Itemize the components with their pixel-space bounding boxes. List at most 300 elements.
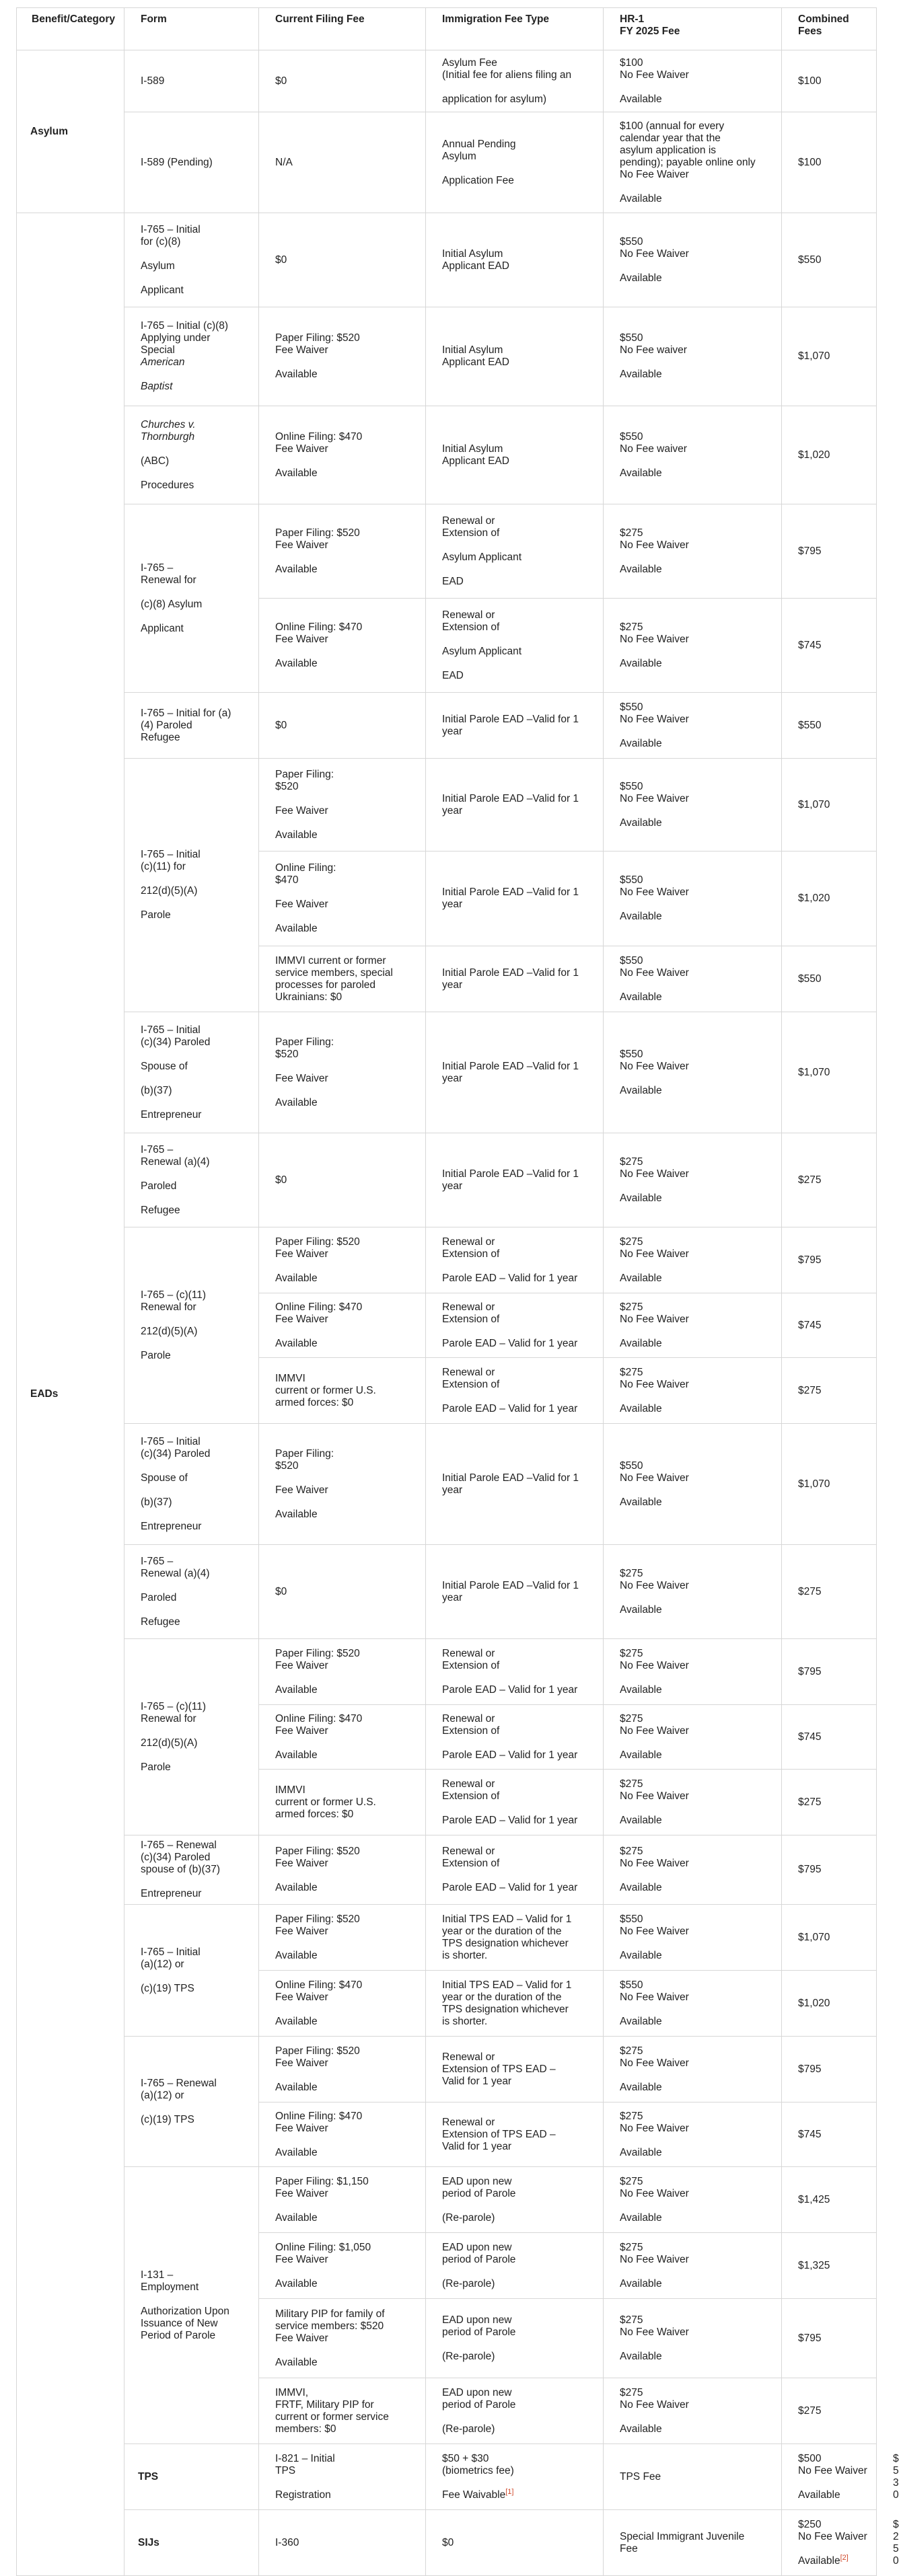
immigration-fee-type-cell <box>426 112 604 213</box>
cell-text: I-765 – <box>141 1143 174 1156</box>
cell-text: Available <box>620 1496 662 1508</box>
cell-text: Renewal or <box>442 2051 495 2063</box>
cell-line <box>442 1882 596 1894</box>
cell-text: Issuance of New <box>141 2317 218 2329</box>
header-hr1-fee <box>604 8 782 50</box>
cell-line <box>141 2114 252 2126</box>
cell-text: Paper Filing: $520 <box>275 2045 360 2057</box>
form-cell <box>124 2037 259 2167</box>
footnote-link[interactable]: [2] <box>840 2553 849 2562</box>
line-spacer <box>275 1870 419 1882</box>
cell-text: period of Parole <box>442 2398 516 2411</box>
cell-text: $275 <box>620 1846 643 1857</box>
cell-text: (a)(12) or <box>141 2089 184 2101</box>
cell-line <box>620 527 775 539</box>
cell-text: (Initial fee for aliens filing an <box>442 69 572 81</box>
cell-line <box>275 829 419 841</box>
cell-line <box>620 169 775 181</box>
cell-text: I-765 – Initial <box>141 223 201 235</box>
cell-text: (c)(34) Paroled <box>141 1036 211 1048</box>
cell-text: $550 <box>620 1048 643 1060</box>
cell-line <box>275 1784 419 1796</box>
hr1-fee-cell <box>604 1424 782 1545</box>
cell-line <box>141 224 252 236</box>
cell-line <box>141 480 252 492</box>
cell-text: No Fee Waiver <box>620 2253 689 2265</box>
cell-line <box>442 1725 596 1737</box>
cell-line <box>442 1061 596 1073</box>
cell-line <box>798 2555 869 2567</box>
line-spacer <box>275 552 419 564</box>
immigration-fee-type-cell <box>426 2233 604 2299</box>
cell-text: Paroled <box>141 1591 177 1603</box>
combined-fees-cell: $1,070 <box>782 307 877 406</box>
cell-text: armed forces: $0 <box>275 1396 354 1408</box>
footnote-link[interactable]: [1] <box>505 2487 514 2496</box>
cell-line <box>442 2176 596 2188</box>
header-row <box>17 8 877 50</box>
immigration-fee-type-cell <box>426 2103 604 2167</box>
cell-line <box>620 658 775 670</box>
cell-line <box>275 1713 419 1725</box>
hr1-fee-cell <box>604 1012 782 1133</box>
cell-text: Initial Parole EAD –Valid for 1 <box>442 792 579 804</box>
cell-text: $550 <box>620 1979 643 1991</box>
cell-line <box>275 1484 419 1497</box>
cell-line <box>620 467 775 480</box>
cell-text: Available <box>620 911 662 922</box>
cell-text: I-765 – Initial <box>141 1024 201 1036</box>
line-spacer <box>620 1391 775 1403</box>
cell-text: No Fee Waiver <box>620 792 689 804</box>
cell-line <box>141 2090 252 2102</box>
cell-text: Fee Waiver <box>275 2057 328 2069</box>
cell-line <box>442 2537 596 2549</box>
cell-text: members: $0 <box>275 2423 336 2435</box>
cell-text: Available <box>620 1337 662 1349</box>
cell-line <box>275 1809 419 1821</box>
cell-text: I-765 – Initial <box>141 849 201 860</box>
cell-line <box>620 2147 775 2159</box>
combined-fees-cell: $1,070 <box>782 1012 877 1133</box>
table-row <box>17 1639 877 1705</box>
cell-line <box>275 1979 419 1992</box>
cell-line <box>620 344 775 356</box>
cell-text: No Fee Waiver <box>620 1725 689 1737</box>
cell-text: Available <box>620 2350 662 2362</box>
combined-fees-cell: $275 <box>782 1545 877 1639</box>
cell-line <box>620 886 775 899</box>
cell-line <box>442 2489 596 2501</box>
combined-fees-cell: $795 <box>782 1639 877 1705</box>
cell-line <box>442 2051 596 2063</box>
cell-line <box>442 2351 596 2363</box>
cell-line <box>275 2176 419 2188</box>
cell-line <box>620 1846 775 1858</box>
cell-text: Parole EAD – Valid for 1 year <box>442 1337 578 1349</box>
cell-line <box>141 1568 252 1580</box>
cell-text: $275 <box>620 1567 643 1579</box>
cell-text: TPS designation whichever <box>442 1937 569 1949</box>
cell-line <box>620 781 775 793</box>
cell-text: (c)(11) for <box>141 861 186 872</box>
cell-text: No Fee Waiver <box>620 1378 689 1390</box>
cell-line <box>275 1796 419 1809</box>
cell-text: No Fee Waiver <box>620 1168 689 1180</box>
cell-text: $0 <box>275 1585 287 1597</box>
cell-line <box>442 1472 596 1484</box>
cell-line <box>442 1580 596 1592</box>
line-spacer <box>141 1097 252 1109</box>
cell-text: $275 <box>620 2175 643 2187</box>
combined-fees-cell: $275 <box>782 1133 877 1227</box>
line-spacer <box>275 356 419 369</box>
cell-text: Initial Parole EAD –Valid for 1 <box>442 713 579 725</box>
cell-line <box>141 2318 252 2330</box>
cell-text: asylum application is <box>620 144 717 156</box>
line-spacer <box>442 1326 596 1338</box>
line-spacer <box>275 911 419 923</box>
cell-line <box>275 2242 419 2254</box>
cell-line <box>620 991 775 1003</box>
cell-line <box>141 1085 252 1097</box>
cell-text: No Fee Waiver <box>620 1313 689 1325</box>
cell-line <box>141 732 252 744</box>
cell-line <box>275 75 419 87</box>
cell-text: Paper Filing: $520 <box>275 1647 360 1659</box>
current-filing-fee-cell <box>259 1639 426 1705</box>
cell-line <box>141 1144 252 1156</box>
cell-line <box>620 193 775 205</box>
cell-line <box>275 2537 419 2549</box>
current-filing-fee-cell <box>259 851 426 946</box>
cell-line <box>141 909 252 921</box>
line-spacer <box>442 1260 596 1273</box>
cell-text: year <box>442 1180 463 1192</box>
cell-line <box>442 57 596 69</box>
cell-text: Fee <box>620 2542 638 2554</box>
line-spacer <box>275 2477 419 2489</box>
line-spacer <box>141 369 252 381</box>
cell-text: I-589 (Pending) <box>141 156 213 168</box>
cell-text: service members, special <box>275 967 393 979</box>
cell-line <box>141 1840 252 1852</box>
cell-text: year <box>442 979 463 991</box>
line-spacer <box>442 658 596 670</box>
cell-line <box>442 2254 596 2266</box>
cell-line <box>442 646 596 658</box>
cell-text: Available <box>620 1814 662 1826</box>
cell-text: Applicant <box>141 622 184 634</box>
cell-line <box>620 702 775 714</box>
line-spacer <box>620 726 775 738</box>
cell-text: $520 <box>275 1048 299 1060</box>
cell-line <box>442 1338 596 1350</box>
cell-line <box>275 1509 419 1521</box>
current-filing-fee-cell <box>426 2444 604 2510</box>
combined-fees-cell: $795 <box>782 504 877 599</box>
table-row <box>17 1012 877 1133</box>
cell-line <box>442 2278 596 2290</box>
cell-text: $275 <box>620 2314 643 2326</box>
cell-text: EAD <box>442 575 464 587</box>
cell-text: Parole EAD – Valid for 1 year <box>442 1814 578 1826</box>
cell-line <box>275 2082 419 2094</box>
line-spacer <box>620 1073 775 1085</box>
cell-text: Initial Parole EAD –Valid for 1 <box>442 967 579 979</box>
cell-line <box>620 132 775 145</box>
cell-line <box>275 539 419 552</box>
line-spacer <box>620 2070 775 2082</box>
cell-line <box>442 1749 596 1761</box>
cell-line <box>620 2242 775 2254</box>
cell-line <box>275 344 419 356</box>
cell-text: (c)(19) TPS <box>141 2113 194 2125</box>
cell-text: (b)(37) <box>141 1084 172 1096</box>
line-spacer <box>141 1749 252 1761</box>
cell-line <box>620 1580 775 1592</box>
cell-line <box>620 2176 775 2188</box>
cell-line <box>620 2212 775 2224</box>
cell-text: pending); payable online only <box>620 156 756 168</box>
cell-text: Available <box>620 2277 662 2289</box>
cell-line <box>275 2411 419 2423</box>
cell-text: No Fee waiver <box>620 344 687 356</box>
cell-line <box>620 2326 775 2339</box>
cell-text: Extension of <box>442 527 500 539</box>
cell-text: Available <box>275 1749 318 1761</box>
line-spacer <box>141 1876 252 1888</box>
cell-line <box>620 2471 775 2483</box>
combined-fees-cell: $275 <box>782 1358 877 1424</box>
cell-text: Available <box>275 1508 318 1520</box>
cell-text: No Fee Waiver <box>620 69 689 81</box>
cell-text: year <box>442 1591 463 1603</box>
cell-text: Renewal for <box>141 574 196 586</box>
line-spacer <box>620 979 775 991</box>
cell-text: Available <box>620 2015 662 2027</box>
cell-text: Extension of <box>442 1858 500 1869</box>
combined-fees-cell: $275 <box>782 1770 877 1835</box>
cell-line <box>275 1236 419 1248</box>
cell-line <box>620 1192 775 1205</box>
cell-line <box>442 2188 596 2200</box>
form-cell <box>259 2444 426 2510</box>
cell-line <box>620 2314 775 2326</box>
combined-fees-cell: $1,020 <box>782 1971 877 2037</box>
line-spacer <box>442 81 596 93</box>
cell-line <box>442 151 596 163</box>
cell-text: Paper Filing: $520 <box>275 1236 360 1248</box>
cell-line <box>620 817 775 829</box>
cell-text: I-765 – Initial <box>141 1435 201 1447</box>
cell-line <box>275 634 419 646</box>
cell-text: Available <box>798 2554 840 2567</box>
cell-text: Special Immigrant Juvenile <box>620 2530 745 2542</box>
cell-text: Fee Waiver <box>275 2122 328 2134</box>
cell-line <box>141 1521 252 1533</box>
cell-text: $550 <box>620 874 643 886</box>
cell-line <box>620 1815 775 1827</box>
line-spacer <box>275 1497 419 1509</box>
hr1-fee-cell <box>604 1545 782 1639</box>
cell-text: Fee Waiver <box>275 1313 328 1325</box>
cell-text: Parole EAD – Valid for 1 year <box>442 1749 578 1761</box>
cell-line <box>442 1248 596 1260</box>
cell-text: Fee Waiver <box>275 344 328 356</box>
cell-line <box>141 1156 252 1168</box>
cell-line <box>442 2016 596 2028</box>
immigration-fee-type-cell <box>426 50 604 112</box>
cell-text: IMMVI <box>275 1372 305 1384</box>
cell-text: Available <box>620 192 662 204</box>
cell-text: No Fee Waiver <box>620 2326 689 2338</box>
cell-text: N/A <box>275 156 293 168</box>
form-cell <box>124 504 259 693</box>
cell-line <box>275 621 419 634</box>
cell-text: I-589 <box>141 75 165 87</box>
cell-line <box>275 1460 419 1472</box>
current-filing-fee-cell <box>259 1227 426 1293</box>
cell-text: Paper Filing: $520 <box>275 332 360 344</box>
cell-line <box>141 574 252 586</box>
hr1-fee-cell <box>604 1770 782 1835</box>
cell-text: Registration <box>275 2489 331 2501</box>
current-filing-fee-cell <box>259 2233 426 2299</box>
cell-text: Refugee <box>141 1204 180 1216</box>
cell-text: No Fee Waiver <box>620 1659 689 1671</box>
cell-text: Parole EAD – Valid for 1 year <box>442 1882 578 1893</box>
cell-text: $275 <box>620 1301 643 1313</box>
cell-line <box>442 69 596 81</box>
cell-line <box>620 874 775 886</box>
cell-text: No Fee Waiver <box>620 2398 689 2411</box>
immigration-fee-type-cell <box>426 406 604 504</box>
cell-line <box>620 1403 775 1415</box>
cell-line <box>275 955 419 967</box>
cell-text: $550 <box>620 701 643 713</box>
cell-line <box>442 1858 596 1870</box>
cell-text: Available <box>620 1272 662 1284</box>
cell-line <box>141 1616 252 1628</box>
cell-text: Available <box>620 93 662 105</box>
cell-line <box>275 1926 419 1938</box>
cell-line <box>275 1385 419 1397</box>
table-row <box>17 1835 877 1905</box>
form-cell <box>124 1012 259 1133</box>
cell-text: Paper Filing: <box>275 768 334 780</box>
cell-line <box>141 381 252 393</box>
line-spacer <box>141 873 252 885</box>
cell-text: Extension of <box>442 1248 500 1260</box>
cell-text: Initial Parole EAD –Valid for 1 <box>442 1168 579 1180</box>
hr1-fee-cell <box>604 307 782 406</box>
cell-line <box>442 515 596 527</box>
cell-text: Paper Filing: $520 <box>275 1913 360 1925</box>
immigration-fee-type-cell <box>426 1639 604 1705</box>
cell-line <box>620 2188 775 2200</box>
cell-text: Extension of <box>442 1378 500 1390</box>
combined-fees-cell: $1,325 <box>782 2233 877 2299</box>
cell-text: Available <box>620 817 662 829</box>
cell-text: processes for paroled <box>275 979 376 991</box>
cell-line <box>442 1713 596 1725</box>
immigration-fee-type-cell <box>426 599 604 693</box>
cell-text: $520 <box>275 1460 299 1472</box>
cell-line <box>442 1379 596 1391</box>
cell-line <box>141 1761 252 1774</box>
cell-text: Application Fee <box>442 174 514 186</box>
cell-line <box>442 552 596 564</box>
cell-line <box>442 455 596 467</box>
cell-text: Available <box>275 1272 318 1284</box>
cell-text: Initial TPS EAD – Valid for 1 <box>442 1913 572 1925</box>
line-spacer <box>141 1460 252 1472</box>
cell-text: Entrepreneur <box>141 1520 202 1532</box>
cell-line <box>620 1061 775 1073</box>
cell-text: IMMVI current or former <box>275 954 386 967</box>
benefit-category-cell: EADs <box>17 213 124 2576</box>
combined-fees-cell: $795 <box>782 2037 877 2103</box>
cell-line <box>275 1073 419 1085</box>
cell-line <box>620 1568 775 1580</box>
line-spacer <box>275 817 419 829</box>
cell-line <box>620 911 775 923</box>
cell-text: Online Filing: $470 <box>275 621 363 633</box>
current-filing-fee-cell <box>259 1358 426 1424</box>
hr1-fee-cell <box>604 2037 782 2103</box>
line-spacer <box>620 1737 775 1749</box>
cell-line <box>620 1379 775 1391</box>
cell-text: No Fee Waiver <box>620 539 689 551</box>
combined-fees-cell: $1,425 <box>782 2167 877 2233</box>
cell-line <box>620 621 775 634</box>
cell-text: Asylum <box>442 150 476 162</box>
cell-line <box>442 1648 596 1660</box>
cell-text: Parole <box>141 1761 171 1773</box>
cell-text: Renewal or <box>442 609 495 621</box>
cell-line <box>442 1938 596 1950</box>
cell-line <box>620 1301 775 1314</box>
cell-text: (biometrics fee) <box>442 2464 514 2476</box>
line-spacer <box>141 272 252 285</box>
hr1-fee-cell <box>604 1835 782 1905</box>
cell-line <box>275 2147 419 2159</box>
cell-line <box>141 1350 252 1362</box>
cell-text: 212(d)(5)(A) <box>141 1737 198 1749</box>
cell-text: Parole EAD – Valid for 1 year <box>442 1272 578 1284</box>
line-spacer <box>141 1604 252 1616</box>
hr1-fee-cell <box>782 2510 877 2576</box>
cell-line <box>442 670 596 682</box>
cell-text: $0 <box>275 719 287 731</box>
cell-text: Available <box>275 1949 318 1961</box>
cell-text: Available <box>275 657 318 669</box>
cell-text: $550 <box>620 954 643 967</box>
cell-text: No Fee waiver <box>620 443 687 455</box>
cell-text: spouse of (b)(37) <box>141 1864 221 1875</box>
cell-line <box>442 2465 596 2477</box>
line-spacer <box>275 2345 419 2357</box>
cell-text: Parole <box>141 1349 171 1361</box>
cell-line <box>141 1946 252 1959</box>
immigration-fee-type-cell <box>426 1424 604 1545</box>
cell-text: Available <box>620 1949 662 1961</box>
combined-fees-cell: $1,070 <box>782 1905 877 1971</box>
cell-text: Paper Filing: $1,150 <box>275 2175 369 2187</box>
cell-text: Initial Parole EAD –Valid for 1 <box>442 1060 579 1072</box>
cell-text: Available <box>275 2015 318 2027</box>
